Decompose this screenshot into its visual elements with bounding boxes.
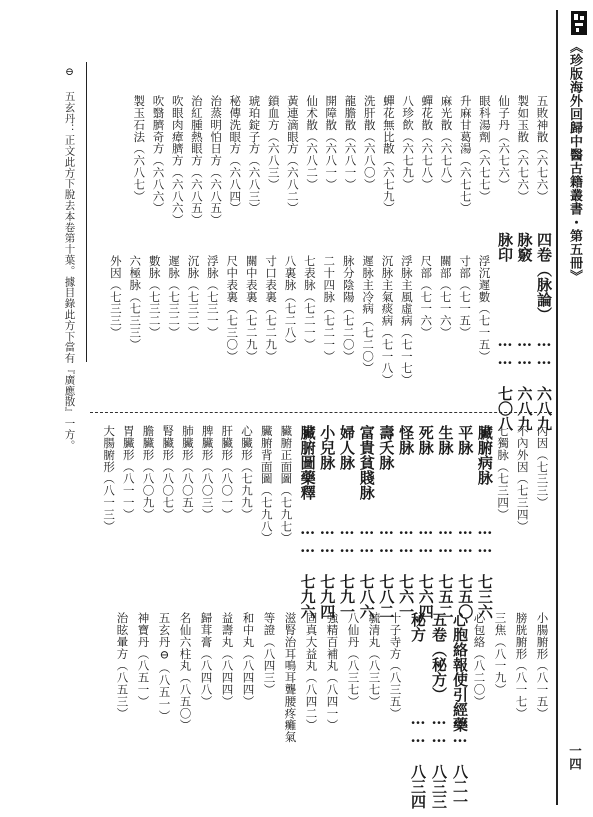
footnote-rule — [86, 62, 87, 362]
toc-entry[interactable]: 吹翳臍奇方（六八六） — [151, 95, 166, 214]
toc-entry[interactable]: 七獨脉（七三四） — [496, 425, 511, 521]
toc-entry[interactable]: 治蒸明怕日方（六八五） — [209, 95, 224, 226]
toc-entry[interactable]: 三焦（八一九） — [493, 612, 508, 696]
toc-entry[interactable]: 關中表裏（七二九） — [244, 255, 259, 363]
toc-entry[interactable]: 毓清丸（八三七） — [367, 612, 382, 708]
toc-page-number: …… 七九一 — [338, 520, 356, 619]
toc-entry[interactable]: 關部（七一六） — [438, 255, 453, 339]
toc-entry[interactable]: 固真大益丸（八四二） — [304, 612, 319, 731]
toc-entry[interactable]: 強精百補丸（八四一） — [325, 612, 340, 731]
toc-page-number: …… 七九六 — [298, 520, 317, 619]
toc-entry[interactable]: 益壽丸（八四四） — [220, 612, 235, 708]
toc-entry[interactable]: 洗肝散（六八〇） — [362, 95, 377, 191]
toc-entry[interactable]: 臟腑正面圖（七九七） — [279, 425, 294, 544]
toc-heading[interactable]: 平脉 — [456, 425, 475, 455]
toc-entry[interactable]: 仙子丹（六七六） — [497, 95, 512, 191]
toc-page-number: …… 七六一 — [397, 520, 416, 619]
toc-entry[interactable]: 名仙六柱丸（八五〇） — [178, 612, 193, 731]
toc-entry[interactable]: 秘傳洗眼方（六八四） — [228, 95, 243, 214]
toc-entry[interactable]: 吹眼肉瘴臍方（六八六） — [170, 95, 185, 226]
toc-entry[interactable]: 八裏脉（七二八） — [283, 255, 298, 351]
toc-entry[interactable]: 浮脉（七三一） — [205, 255, 220, 339]
toc-heading[interactable]: 臟腑圖藥釋 — [298, 425, 317, 500]
toc-page-number: …… 七八六 — [357, 520, 376, 619]
toc-entry[interactable]: 七表脉（七二一） — [302, 255, 317, 351]
toc-entry[interactable]: 黃連滴眼方（六八二） — [285, 95, 300, 214]
toc-entry[interactable]: 肝臟形（八〇一） — [220, 425, 235, 521]
toc-entry[interactable]: 仙术散（六八二） — [305, 95, 320, 191]
toc-heading[interactable]: 婦人脉 — [338, 425, 356, 470]
toc-heading[interactable]: 脉竅 — [515, 232, 534, 262]
toc-entry[interactable]: 八仙丹（八三七） — [346, 612, 361, 708]
toc-entry[interactable]: 寸口表裏（七二九） — [264, 255, 279, 363]
toc-entry[interactable]: 浮沉遲數（七一五） — [477, 255, 492, 363]
toc-entry[interactable]: 龍膽散（六八一） — [343, 95, 358, 191]
toc-heading[interactable]: 小兒脉 — [318, 425, 337, 470]
toc-page-number: …… 六八九 — [515, 332, 534, 431]
toc-page-number: …… 八二一 — [451, 710, 469, 809]
toc-heading[interactable]: 臟腑病脉 — [475, 425, 494, 485]
toc-heading[interactable]: 死脉 — [416, 425, 435, 455]
toc-entry[interactable]: 眼科湯劑（六七七） — [477, 95, 492, 203]
toc-page-number: …… 七五〇 — [456, 520, 475, 619]
toc-entry[interactable]: 鎖血方（六八三） — [266, 95, 281, 191]
toc-entry[interactable]: 五敗神散（六七六） — [535, 95, 550, 203]
toc-heading[interactable]: 秘方 — [409, 612, 427, 642]
toc-entry[interactable]: 麻光散（六七八） — [439, 95, 454, 191]
toc-entry[interactable]: 脾臟形（八〇三） — [200, 425, 215, 521]
toc-entry[interactable]: 蟬花無比散（六七九） — [381, 95, 396, 214]
toc-entry[interactable]: 膀胱腑形（八一七） — [514, 612, 529, 720]
toc-entry[interactable]: 製如玉散（六七六） — [516, 95, 531, 203]
toc-entry[interactable]: 不內外因（七三四） — [515, 425, 530, 533]
toc-entry[interactable]: 腎臟形（八〇七） — [161, 425, 176, 521]
toc-entry[interactable]: 遲脉（七三二） — [167, 255, 182, 339]
toc-entry[interactable]: 大腸腑形（八一三） — [102, 425, 117, 533]
toc-entry[interactable]: 和中丸（八四四） — [241, 612, 256, 708]
toc-page-number: …… 六八九 — [535, 332, 553, 431]
toc-entry[interactable]: 二十四脉（七二一） — [322, 255, 337, 363]
toc-entry[interactable]: 尺中表裏（七三〇） — [225, 255, 240, 363]
toc-entry[interactable]: 升麻甘葛湯（六七七） — [458, 95, 473, 214]
toc-page-number: …… 七八二 — [377, 520, 396, 619]
toc-heading[interactable]: 怪脉 — [397, 425, 416, 455]
toc-entry[interactable]: 寸部（七一五） — [458, 255, 473, 339]
toc-entry[interactable]: 沉脉（七三二） — [186, 255, 201, 339]
toc-entry[interactable]: 治紅腫熱眼方（六八五） — [189, 95, 204, 226]
toc-entry[interactable]: 歸茸膏（八四八） — [199, 612, 214, 708]
toc-entry[interactable]: 肺臟形（八〇五） — [180, 425, 195, 521]
toc-entry[interactable]: 蟬花散（六七八） — [420, 95, 435, 191]
toc-page-number: …… 七〇八 — [496, 332, 514, 431]
toc-entry[interactable]: 外因（七三三） — [108, 255, 123, 339]
toc-heading[interactable]: 生脉 — [436, 425, 455, 455]
toc-entry[interactable]: 胃臟形（八一一） — [121, 425, 136, 521]
section-divider — [90, 412, 552, 413]
toc-entry[interactable]: 心包絡（八二〇） — [472, 612, 487, 708]
toc-heading[interactable]: 壽夭脉 — [377, 425, 396, 470]
toc-page-number: …… 七六四 — [416, 520, 435, 619]
toc-entry[interactable]: 滋腎治耳鳴耳聾腰疼癱氣 — [283, 612, 298, 743]
toc-heading[interactable]: 心胞絡報使引經藥 — [451, 612, 469, 732]
toc-entry[interactable]: 六極脉（七三三） — [128, 255, 143, 351]
toc-heading[interactable]: 四卷（脉論） — [535, 232, 553, 322]
header-rule — [556, 10, 558, 805]
toc-entry[interactable]: 數脉（七三二） — [147, 255, 162, 339]
series-title: 《珍版海外回歸中醫古籍叢書・第五冊》 — [567, 40, 582, 283]
toc-entry[interactable]: 脉分陰陽（七二〇） — [341, 255, 356, 363]
toc-heading[interactable]: 脉印 — [496, 232, 514, 262]
toc-entry[interactable]: 開障散（六八一） — [324, 95, 339, 191]
toc-page-number: …… 八三三 — [430, 710, 448, 809]
toc-page-number: …… 七九四 — [318, 520, 337, 619]
toc-entry[interactable]: 神寶丹（八五一） — [136, 612, 151, 708]
toc-entry[interactable]: 治眩暈方（八五三） — [115, 612, 130, 720]
toc-entry[interactable]: 沉脉主氣痰病（七一八） — [380, 255, 395, 386]
toc-entry[interactable]: 五玄丹⊖（八五一） — [157, 612, 172, 722]
toc-entry[interactable]: 內因（七三三） — [535, 425, 550, 509]
toc-entry[interactable]: 臟腑背面圖（七九八） — [259, 425, 274, 544]
toc-entry[interactable]: 心臟形（七九九） — [240, 425, 254, 521]
toc-entry[interactable]: 遲脉主冷病（七二〇） — [361, 255, 376, 374]
toc-entry[interactable]: 製玉石法（六八七） — [132, 95, 147, 203]
toc-entry[interactable]: 等證（八四三） — [262, 612, 277, 696]
toc-entry[interactable]: 膽臟形（八〇九） — [141, 425, 156, 521]
toc-page-number: …… 七三六 — [475, 520, 494, 619]
toc-page-number: …… 八三四 — [409, 710, 427, 809]
toc-heading[interactable]: 富貴貧賤脉 — [357, 425, 376, 500]
toc-heading[interactable]: 五卷（秘方） — [430, 612, 448, 702]
toc-entry[interactable]: 小腸腑形（八一五） — [535, 612, 550, 720]
toc-entry[interactable]: 琥珀錠子方（六八三） — [247, 95, 262, 214]
page-number: 一四 — [567, 744, 583, 771]
seal-logo-icon — [570, 10, 588, 36]
footnote: ⊖ 五玄丹：正文此方下脫去本卷第十葉。據目錄此方下當有『廣應散』一方。 — [63, 66, 76, 451]
toc-entry[interactable]: 十子寺方（八三五） — [388, 612, 403, 720]
toc-entry[interactable]: 尺部（七一六） — [419, 255, 434, 339]
toc-entry[interactable]: 浮脉主風虛病（七一七） — [399, 255, 414, 386]
toc-entry[interactable]: 八珍飲（六七九） — [401, 95, 416, 191]
toc-page-number: …… 七五二 — [436, 520, 455, 619]
